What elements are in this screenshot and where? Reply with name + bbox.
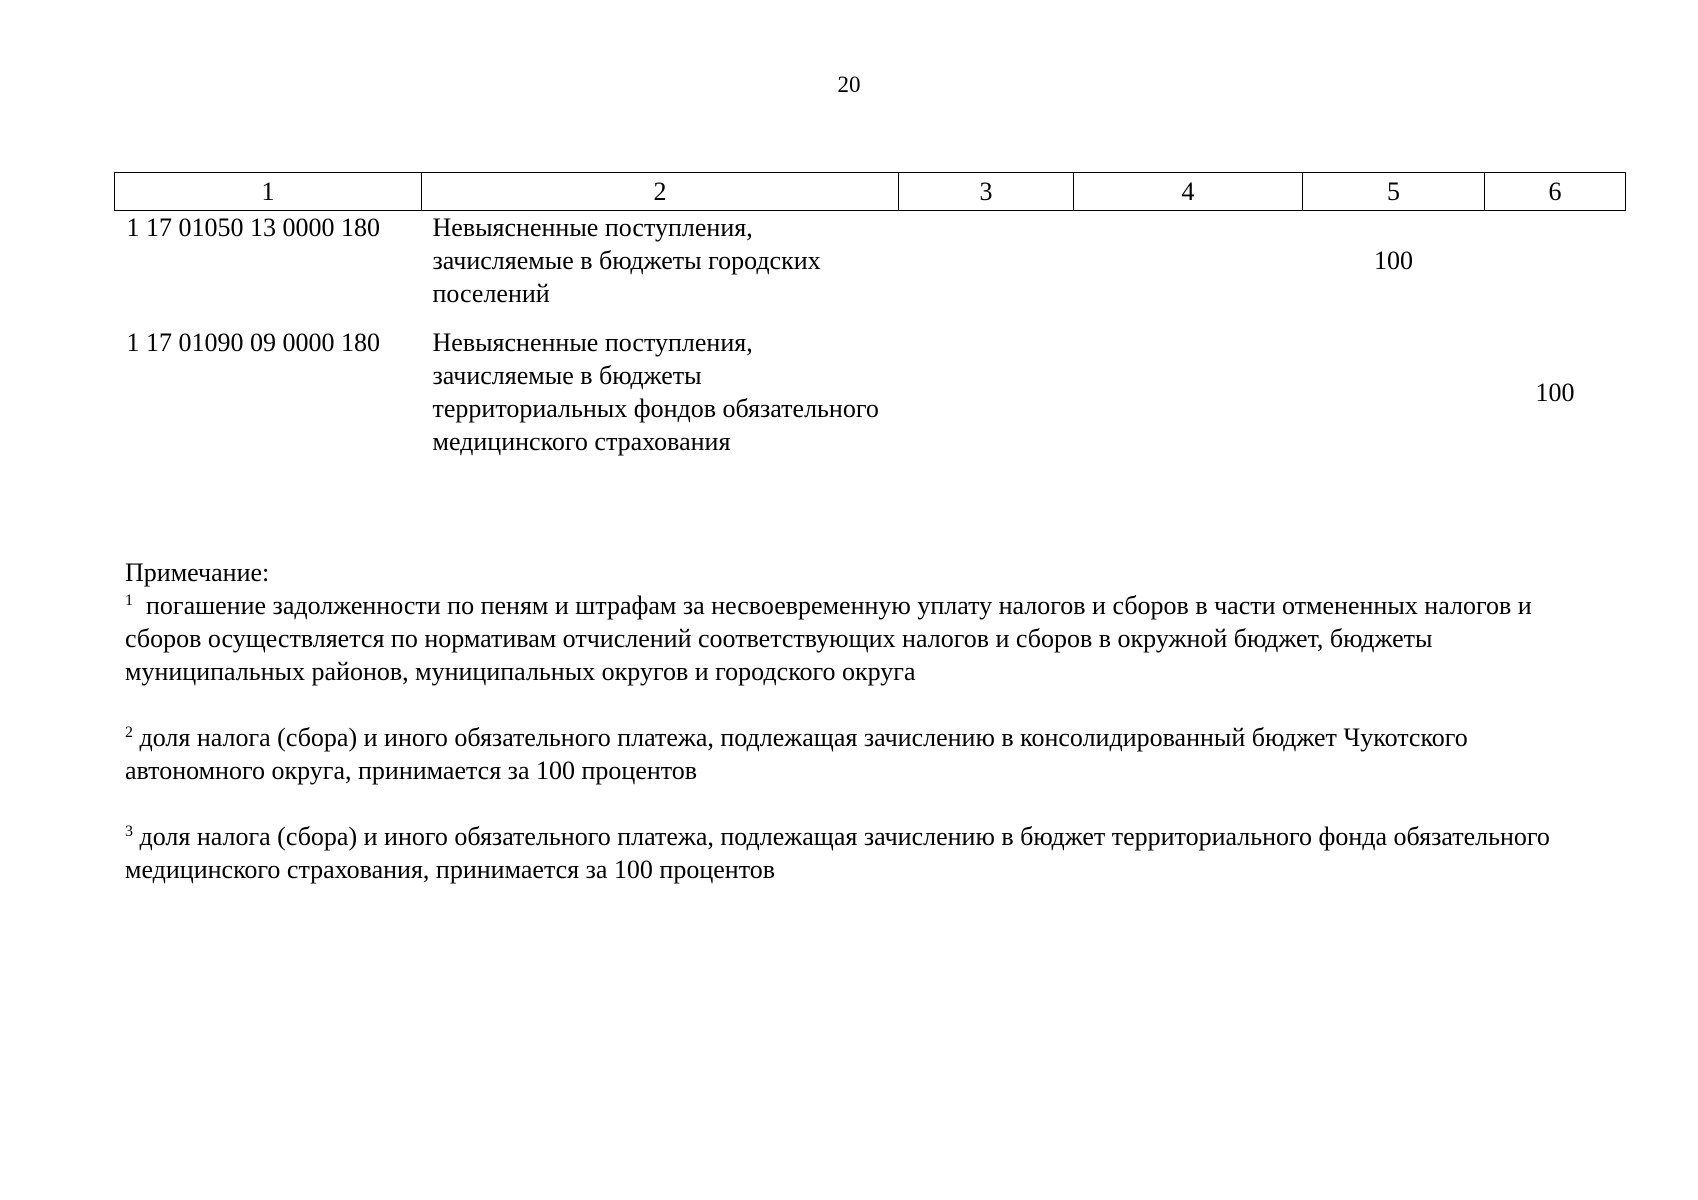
- footnote-1: [125, 589, 1605, 688]
- description-cell: Невыясненные поступления, зачисляемые в бюджеты территориальных фондов обязательного медицинского страхования: [432, 328, 879, 456]
- value-cell-col6: 100: [1535, 377, 1575, 407]
- table-row: [115, 211, 1626, 327]
- table-header-row: [115, 173, 1626, 211]
- footnote-text-2: доля налога (сбора) и иного обязательного платежа, подлежащая зачислению в консолидированный бюджет Чукотского автономного округа, принимается за 100 процентов: [125, 723, 1468, 785]
- budget-code-cell: 1 17 01050 13 0000 180: [126, 213, 380, 242]
- footnote-mark-2: 2: [125, 724, 133, 741]
- footnote-mark-1: 1: [125, 592, 133, 609]
- footnote-2: [125, 721, 1605, 787]
- column-header-1: 1: [115, 173, 422, 211]
- description-cell: Невыясненные поступления, зачисляемые в бюджеты городских поселений: [432, 213, 821, 308]
- value-cell-col5: [1303, 326, 1485, 474]
- value-cell-col4: [1074, 326, 1303, 474]
- column-header-2: 2: [422, 173, 899, 211]
- column-header-5: 5: [1303, 173, 1485, 211]
- column-header-6: 6: [1485, 173, 1626, 211]
- notes-section: [125, 556, 1605, 886]
- column-header-3: 3: [899, 173, 1074, 211]
- budget-code-cell: 1 17 01090 09 0000 180: [126, 328, 380, 357]
- footnote-text-1: погашение задолженности по пеням и штрафам за несвоевременную уплату налогов и сборов в части отмененных налогов и сборов осуществляется по нормативам отчислений соответствующих налогов и сборов в окружной бюджет, бюджеты муниципальных районов, муниципальных округов и городского округа: [125, 591, 1532, 686]
- value-cell-col4: [1074, 211, 1303, 327]
- footnote-mark-3: 3: [125, 823, 133, 840]
- notes-title: Примечание:: [125, 558, 270, 587]
- value-cell-col3: [899, 326, 1074, 474]
- footnote-3: [125, 820, 1605, 886]
- footnote-text-3: доля налога (сбора) и иного обязательного платежа, подлежащая зачислению в бюджет территориального фонда обязательного медицинского страхования, принимается за 100 процентов: [125, 822, 1550, 884]
- table-row: [115, 326, 1626, 474]
- revenue-allocation-table: [114, 172, 1626, 474]
- value-cell-col3: [899, 211, 1074, 327]
- page-number: 20: [837, 72, 861, 97]
- column-header-4: 4: [1074, 173, 1303, 211]
- value-cell-col5: 100: [1374, 246, 1413, 275]
- value-cell-col6: [1485, 211, 1626, 327]
